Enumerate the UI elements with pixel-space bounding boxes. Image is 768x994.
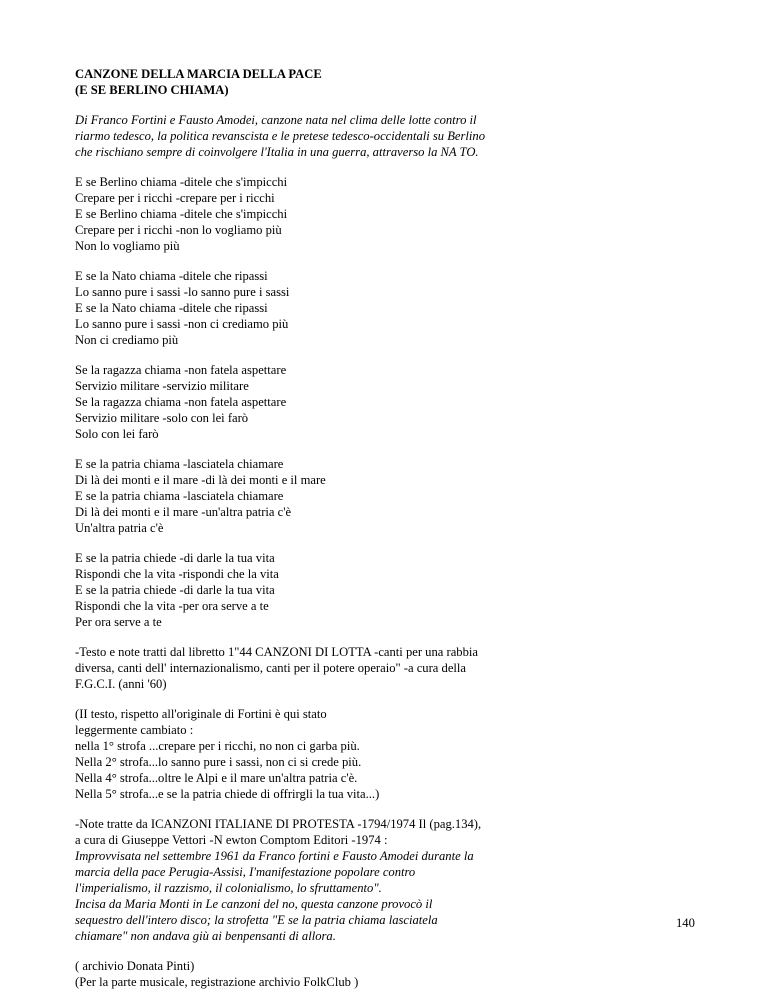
changes-note-line: Nella 4° strofa...oltre le Alpi e il mare un'altra patria c'è. <box>75 771 358 785</box>
changes-note-line: (II testo, rispetto all'originale di Fortini è qui stato <box>75 707 327 721</box>
protest-note-quote-line: Improvvisata nel settembre 1961 da Franco fortini e Fausto Amodei durante la <box>75 849 474 863</box>
source-note-line: -Testo e note tratti dal libretto 1"44 CANZONI DI LOTTA -canti per una rabbia <box>75 645 478 659</box>
verse-line: E se la patria chiama -lasciatela chiamare <box>75 457 284 471</box>
verse-line: Per ora serve a te <box>75 615 162 629</box>
changes-note <box>75 706 715 802</box>
song-title-line-2: (E SE BERLINO CHIAMA) <box>75 83 229 97</box>
protest-note-quote-line: Incisa da Maria Monti in Le canzoni del no, questa canzone provocò il <box>75 897 433 911</box>
changes-note-line: nella 1° strofa ...crepare per i ricchi, no non ci garba più. <box>75 739 360 753</box>
intro-paragraph <box>75 112 715 160</box>
source-note <box>75 644 715 692</box>
verse-line: Se la ragazza chiama -non fatela aspettare <box>75 363 287 377</box>
verse-line: Rispondi che la vita -per ora serve a te <box>75 599 269 613</box>
protest-note-line: a cura di Giuseppe Vettori -N ewton Comptom Editori -1974 : <box>75 833 388 847</box>
archive-note-line: ( archivio Donata Pinti) <box>75 959 195 973</box>
verse-line: Servizio militare -servizio militare <box>75 379 249 393</box>
intro-line: Di Franco Fortini e Fausto Amodei, canzone nata nel clima delle lotte contro il <box>75 113 477 127</box>
protest-note <box>75 816 715 944</box>
verse-line: Crepare per i ricchi -non lo vogliamo più <box>75 223 282 237</box>
song-title <box>75 66 715 98</box>
stanza-3 <box>75 362 715 442</box>
protest-note-quote-line: sequestro dell'intero disco; la strofetta "E se la patria chiama lasciatela <box>75 913 438 927</box>
verse-line: E se la Nato chiama -ditele che ripassi <box>75 301 268 315</box>
archive-note <box>75 958 715 990</box>
verse-line: Se la ragazza chiama -non fatela aspettare <box>75 395 287 409</box>
archive-note-line: (Per la parte musicale, registrazione archivio FolkClub ) <box>75 975 359 989</box>
verse-line: Rispondi che la vita -rispondi che la vita <box>75 567 279 581</box>
song-title-line-1: CANZONE DELLA MARCIA DELLA PACE <box>75 67 322 81</box>
protest-note-quote-line: l'imperialismo, il razzismo, il colonialismo, lo sfruttamento". <box>75 881 382 895</box>
verse-line: Solo con lei farò <box>75 427 159 441</box>
changes-note-line: Nella 5° strofa...e se la patria chiede di offrirgli la tua vita...) <box>75 787 380 801</box>
verse-line: E se la patria chiede -di darle la tua vita <box>75 551 275 565</box>
verse-line: E se la patria chiede -di darle la tua vita <box>75 583 275 597</box>
verse-line: E se la patria chiama -lasciatela chiamare <box>75 489 284 503</box>
intro-line: riarmo tedesco, la politica revanscista e le pretese tedesco-occidentali su Berlino <box>75 129 486 143</box>
document-page <box>75 66 715 990</box>
verse-line: E se la Nato chiama -ditele che ripassi <box>75 269 268 283</box>
verse-line: E se Berlino chiama -ditele che s'impicchi <box>75 175 288 189</box>
page-number: 140 <box>676 916 695 930</box>
verse-line: Lo sanno pure i sassi -non ci crediamo più <box>75 317 289 331</box>
verse-line: Un'altra patria c'è <box>75 521 164 535</box>
stanza-1 <box>75 174 715 254</box>
stanza-4 <box>75 456 715 536</box>
protest-note-line: -Note tratte da ICANZONI ITALIANE DI PROTESTA -1794/1974 Il (pag.134), <box>75 817 482 831</box>
stanza-5 <box>75 550 715 630</box>
verse-line: Non ci crediamo più <box>75 333 179 347</box>
verse-line: Di là dei monti e il mare -un'altra patria c'è <box>75 505 292 519</box>
verse-line: Servizio militare -solo con lei farò <box>75 411 249 425</box>
verse-line: Non lo vogliamo più <box>75 239 180 253</box>
verse-line: Di là dei monti e il mare -di là dei monti e il mare <box>75 473 326 487</box>
verse-line: Lo sanno pure i sassi -lo sanno pure i sassi <box>75 285 290 299</box>
changes-note-line: Nella 2° strofa...lo sanno pure i sassi, non ci si crede più. <box>75 755 362 769</box>
verse-line: E se Berlino chiama -ditele che s'impicchi <box>75 207 288 221</box>
changes-note-line: leggermente cambiato : <box>75 723 194 737</box>
protest-note-quote-line: marcia della pace Perugia-Assisi, I'manifestazione popolare contro <box>75 865 416 879</box>
protest-note-quote-line: chiamare" non andava giù ai benpensanti di allora. <box>75 929 336 943</box>
stanza-2 <box>75 268 715 348</box>
source-note-line: F.G.C.I. (anni '60) <box>75 677 167 691</box>
verse-line: Crepare per i ricchi -crepare per i ricchi <box>75 191 275 205</box>
source-note-line: diversa, canti dell' internazionalismo, canti per il potere operaio" -a cura della <box>75 661 467 675</box>
intro-line: che rischiano sempre di coinvolgere l'Italia in una guerra, attraverso la NA TO. <box>75 145 479 159</box>
